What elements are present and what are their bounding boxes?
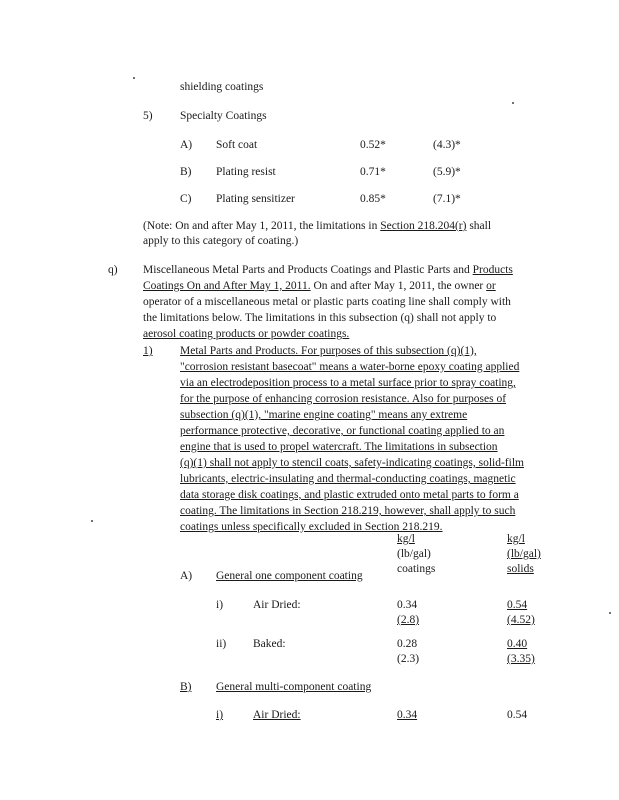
- row-label: Baked:: [253, 638, 286, 650]
- group-letter: A): [180, 570, 193, 582]
- q1-line: lubricants, electric-insulating and thermal-conducting coatings, magnetic: [180, 473, 516, 485]
- row-value-solids: 0.54: [507, 709, 528, 721]
- section-q-line: operator of a miscellaneous metal or plastic parts coating line shall comply with: [143, 296, 511, 308]
- item-value-lbgal: (7.1)*: [433, 193, 461, 205]
- row-label: Air Dried:: [253, 599, 301, 611]
- item-label: Soft coat: [216, 139, 258, 151]
- q1-line: coatings unless specifically excluded in Section 218.219.: [180, 521, 443, 533]
- scan-speck: [91, 520, 93, 522]
- row-value-solids: 0.54: [507, 599, 528, 611]
- specialty-note-line2: apply to this category of coating.): [143, 235, 299, 247]
- item-value-kgl: 0.71*: [360, 166, 386, 178]
- group-title: General one component coating: [216, 570, 363, 582]
- q1-line: engine that is used to propel watercraft. The limitations in subsection: [180, 441, 498, 453]
- row-num: i): [216, 599, 224, 611]
- q1-line: "corrosion resistant basecoat" means a water-borne epoxy coating applied: [180, 361, 520, 373]
- specialty-note-line1: (Note: On and after May 1, 2011, the limitations in Section 218.204(r) shall: [143, 220, 492, 232]
- specialty-number: 5): [143, 110, 153, 122]
- q1-line: data storage disk coatings, and plastic extruded onto metal parts to form a: [180, 489, 519, 501]
- q1-line: via an electrodeposition process to a metal surface prior to spray coating,: [180, 377, 516, 389]
- scan-speck: [133, 77, 135, 79]
- row-value-solids-lb: (4.52): [507, 614, 535, 626]
- group-title: General multi-component coating: [216, 681, 372, 693]
- q1-line: subsection (q)(1), "marine engine coating" means any extreme: [180, 409, 468, 421]
- q1-line: for the purpose of enhancing corrosion resistance. Also for purposes of: [180, 393, 507, 405]
- q1-line: performance protective, decorative, or functional coating applied to an: [180, 425, 505, 437]
- item-letter: C): [180, 193, 192, 205]
- section-q1-number: 1): [143, 345, 153, 357]
- section-q-line: Coatings On and After May 1, 2011. On and after May 1, 2011, the owner or: [143, 280, 496, 292]
- item-letter: A): [180, 139, 193, 151]
- row-num: i): [216, 709, 224, 721]
- row-value-coatings: 0.34: [397, 709, 418, 721]
- scan-speck: [609, 612, 611, 614]
- item-letter: B): [180, 166, 192, 178]
- row-value-coatings-lb: (2.3): [397, 653, 420, 665]
- row-value-coatings-lb: (2.8): [397, 614, 420, 626]
- row-value-coatings: 0.28: [397, 638, 418, 650]
- scan-speck: [512, 102, 514, 104]
- item-value-lbgal: (5.9)*: [433, 166, 461, 178]
- section-q-line: Miscellaneous Metal Parts and Products Coatings and Plastic Parts and Products: [143, 264, 513, 276]
- item-label: Plating resist: [216, 166, 276, 178]
- group-letter: B): [180, 681, 192, 693]
- specialty-title: Specialty Coatings: [180, 110, 267, 122]
- row-label: Air Dried:: [253, 709, 301, 721]
- section-q-line: aerosol coating products or powder coatings.: [143, 328, 350, 340]
- item-value-kgl: 0.85*: [360, 193, 386, 205]
- row-value-solids-lb: (3.35): [507, 653, 535, 665]
- q1-line: coating. The limitations in Section 218.219, however, shall apply to such: [180, 505, 516, 517]
- item-value-lbgal: (4.3)*: [433, 139, 461, 151]
- row-value-coatings: 0.34: [397, 599, 418, 611]
- section-q-letter: q): [108, 264, 118, 276]
- item-label: Plating sensitizer: [216, 193, 295, 205]
- item-value-kgl: 0.52*: [360, 139, 386, 151]
- section-reference-link[interactable]: Section 218.204(r): [380, 220, 467, 232]
- intro-line: shielding coatings: [180, 81, 264, 93]
- q1-line: (q)(1) shall not apply to stencil coats, safety-indicating coatings, solid-film: [180, 457, 524, 469]
- row-num: ii): [216, 638, 227, 650]
- row-value-solids: 0.40: [507, 638, 528, 650]
- section-q-line: the limitations below. The limitations in this subsection (q) shall not apply to: [143, 312, 497, 324]
- q1-line: Metal Parts and Products. For purposes of this subsection (q)(1),: [180, 345, 477, 357]
